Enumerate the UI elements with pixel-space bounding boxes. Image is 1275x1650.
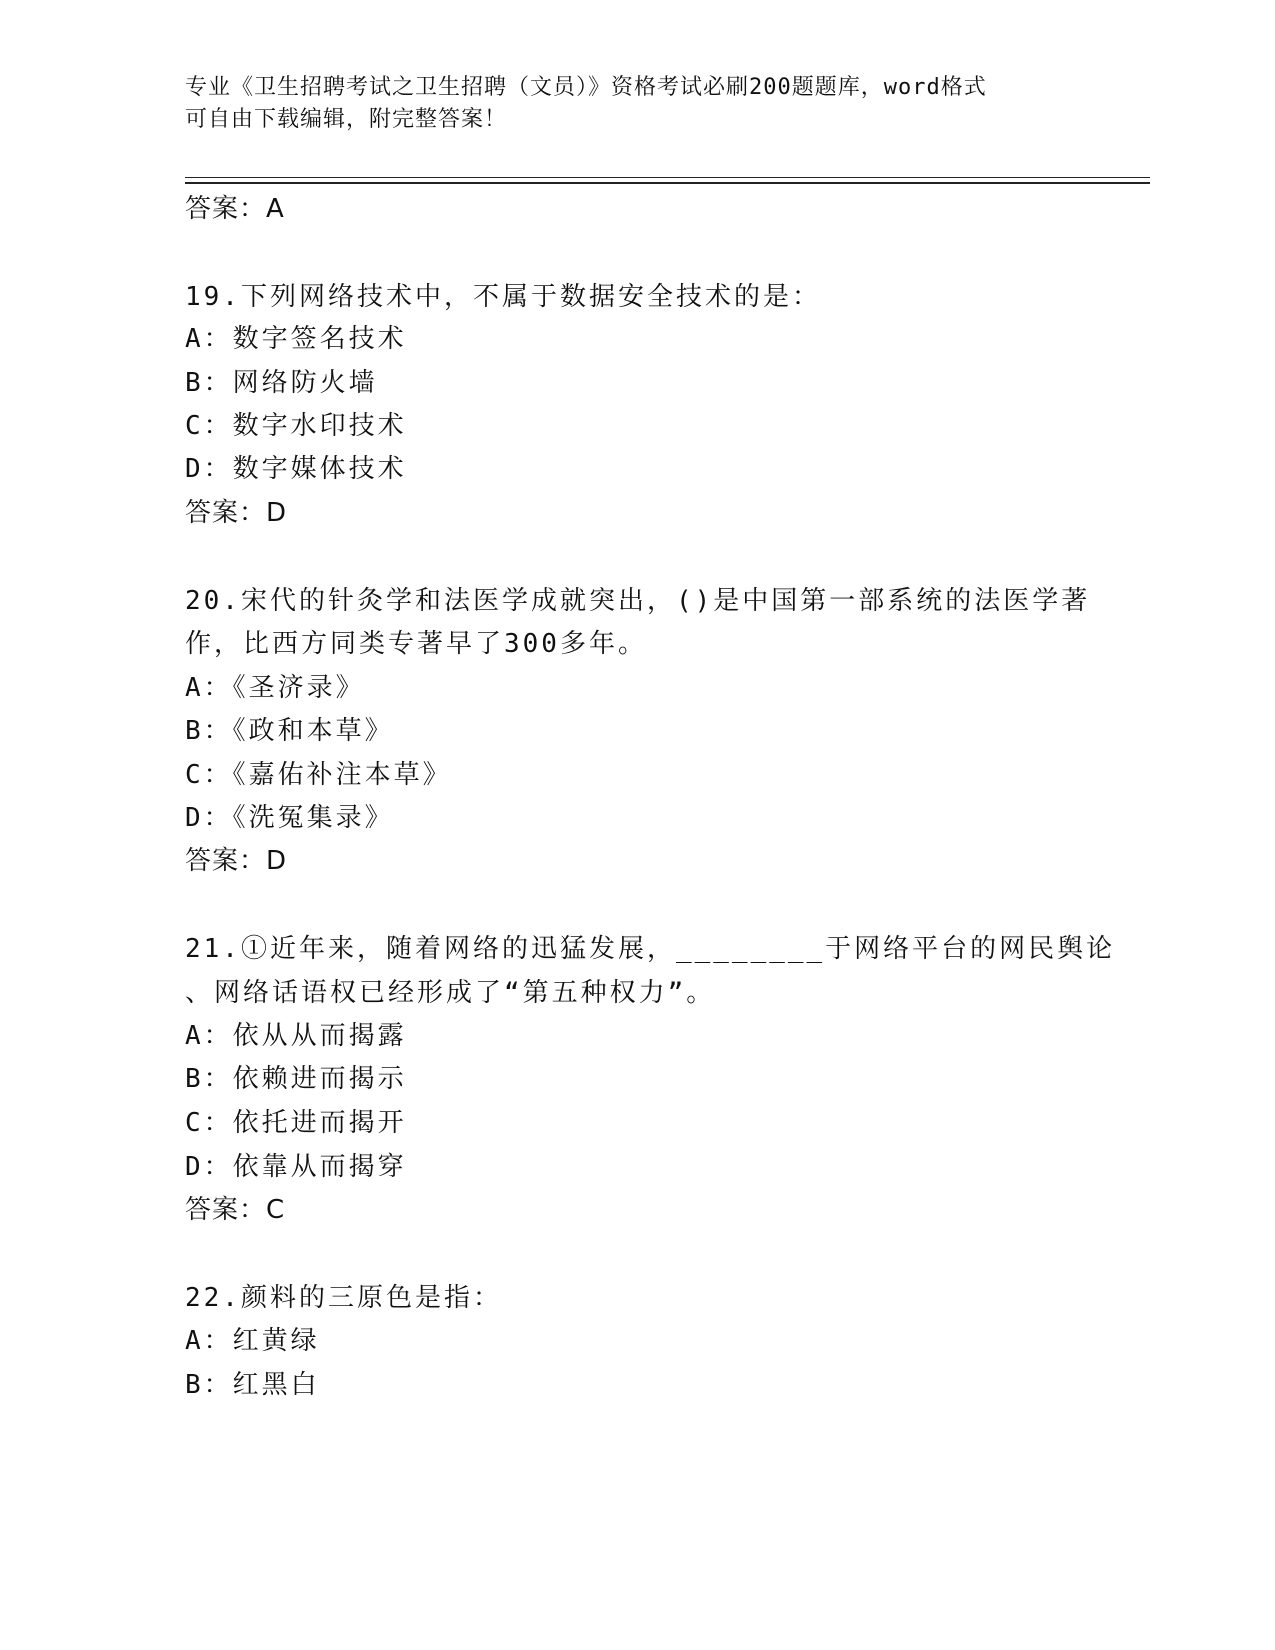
question-20-text-line-1: 20.宋代的针灸学和法医学成就突出，()是中国第一部系统的法医学著 xyxy=(185,586,1091,616)
option-19-c: C：数字水印技术 xyxy=(185,411,407,441)
option-21-d: D：依靠从而揭穿 xyxy=(185,1152,407,1182)
header-line-2: 可自由下载编辑，附完整答案！ xyxy=(185,107,508,132)
option-21-b: B：依赖进而揭示 xyxy=(185,1064,407,1094)
option-20-c: C：《嘉佑补注本草》 xyxy=(185,760,452,790)
question-20-text-line-2: 作，比西方同类专著早了300多年。 xyxy=(185,629,647,659)
option-20-d: D：《洗冤集录》 xyxy=(185,803,394,833)
question-21-text-line-2: 、网络话语权已经形成了“第五种权力”。 xyxy=(185,978,716,1008)
option-21-c: C：依托进而揭开 xyxy=(185,1108,407,1138)
question-22-text: 22.颜料的三原色是指： xyxy=(185,1283,502,1313)
question-19-text: 19.下列网络技术中，不属于数据安全技术的是： xyxy=(185,282,821,312)
question-21-text-line-1: 21.①近年来，随着网络的迅猛发展，________于网络平台的网民舆论 xyxy=(185,934,1116,964)
option-20-a: A：《圣济录》 xyxy=(185,673,365,703)
option-19-d: D：数字媒体技术 xyxy=(185,454,407,484)
document-header xyxy=(185,72,1085,136)
option-22-b: B：红黑白 xyxy=(185,1370,320,1400)
header-line-1: 专业《卫生招聘考试之卫生招聘（文员）》资格考试必刷200题题库，word格式 xyxy=(185,75,987,100)
header-divider-thick xyxy=(185,182,1150,184)
answer-20: 答案：D xyxy=(185,846,288,876)
option-22-a: A：红黄绿 xyxy=(185,1326,320,1356)
option-19-b: B：网络防火墙 xyxy=(185,368,378,398)
header-divider-thin xyxy=(185,177,1150,178)
option-19-a: A：数字签名技术 xyxy=(185,324,407,354)
option-20-b: B：《政和本草》 xyxy=(185,716,394,746)
answer-prev: 答案：A xyxy=(185,194,285,224)
option-21-a: A：依从从而揭露 xyxy=(185,1021,407,1051)
answer-21: 答案：C xyxy=(185,1195,286,1225)
answer-19: 答案：D xyxy=(185,498,288,528)
